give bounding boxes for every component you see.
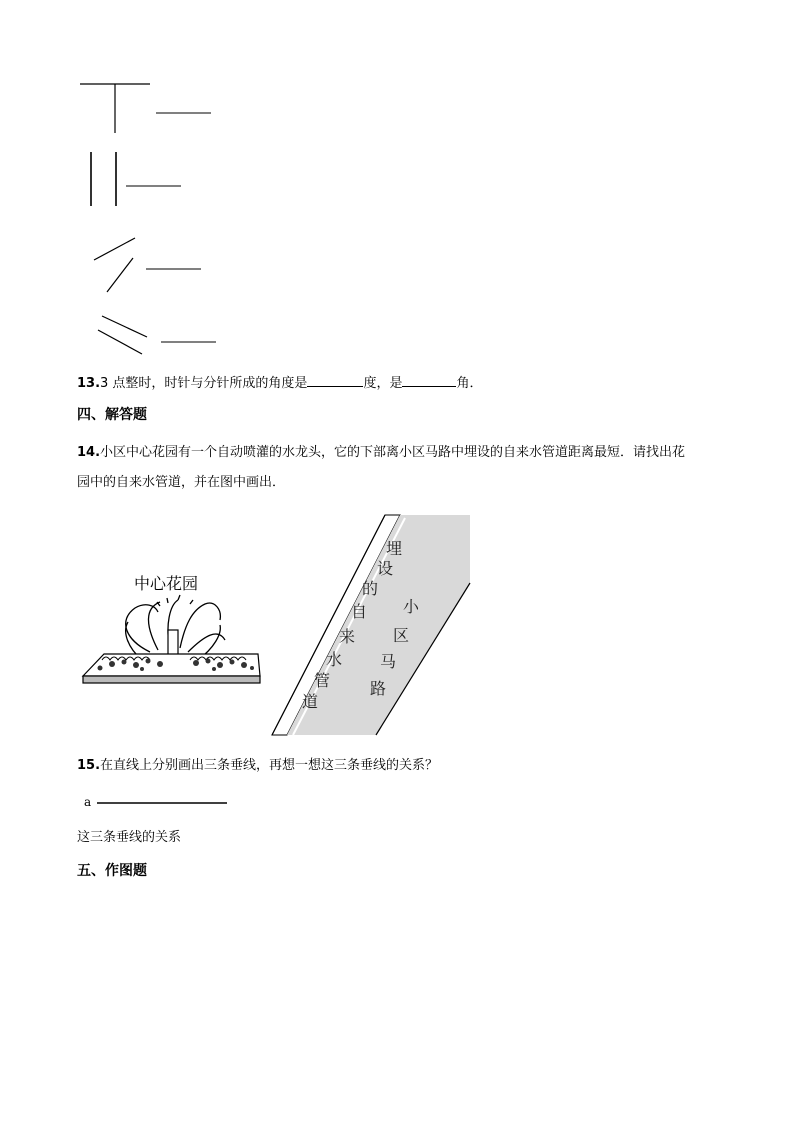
garden-label: 中心花园 bbox=[134, 574, 199, 593]
section-title: 四、解答题 bbox=[77, 407, 147, 423]
section-title: 五、作图题 bbox=[77, 863, 147, 879]
pipe-char: 水 bbox=[326, 650, 343, 669]
road-char: 马 bbox=[380, 652, 397, 671]
line-a-label: a bbox=[84, 795, 92, 809]
pipe-char: 的 bbox=[362, 579, 379, 598]
answer-prompt: 这三条垂线的关系 bbox=[77, 830, 182, 845]
question-number: 15. bbox=[77, 758, 101, 773]
question-text: 角． bbox=[456, 376, 483, 391]
pipe-char: 管 bbox=[314, 671, 331, 690]
question-text: 度，是 bbox=[363, 376, 403, 391]
line-a bbox=[0, 0, 300, 820]
pipe-char: 设 bbox=[377, 559, 394, 578]
question-text: 3 点整时，时针与分针所成的角度是 bbox=[100, 376, 308, 391]
question-text: 在直线上分别画出三条垂线，再想一想这三条垂线的关系？ bbox=[100, 758, 439, 773]
road-char: 小 bbox=[403, 597, 420, 616]
road-char: 路 bbox=[370, 679, 387, 698]
road-char: 区 bbox=[393, 626, 410, 645]
pipe-char: 道 bbox=[302, 692, 319, 711]
question-14-line2: 园中的自来水管道，并在图中画出． bbox=[77, 475, 286, 490]
pipe-char: 来 bbox=[339, 627, 356, 646]
pipe-char: 自 bbox=[351, 602, 368, 621]
question-number: 13. bbox=[77, 376, 101, 391]
question-number: 14. bbox=[77, 445, 101, 460]
question-text: 小区中心花园有一个自动喷灌的水龙头，它的下部离小区马路中埋设的自来水管道距离最短．请找出花 bbox=[100, 445, 686, 460]
pipe-char: 埋 bbox=[386, 539, 403, 558]
